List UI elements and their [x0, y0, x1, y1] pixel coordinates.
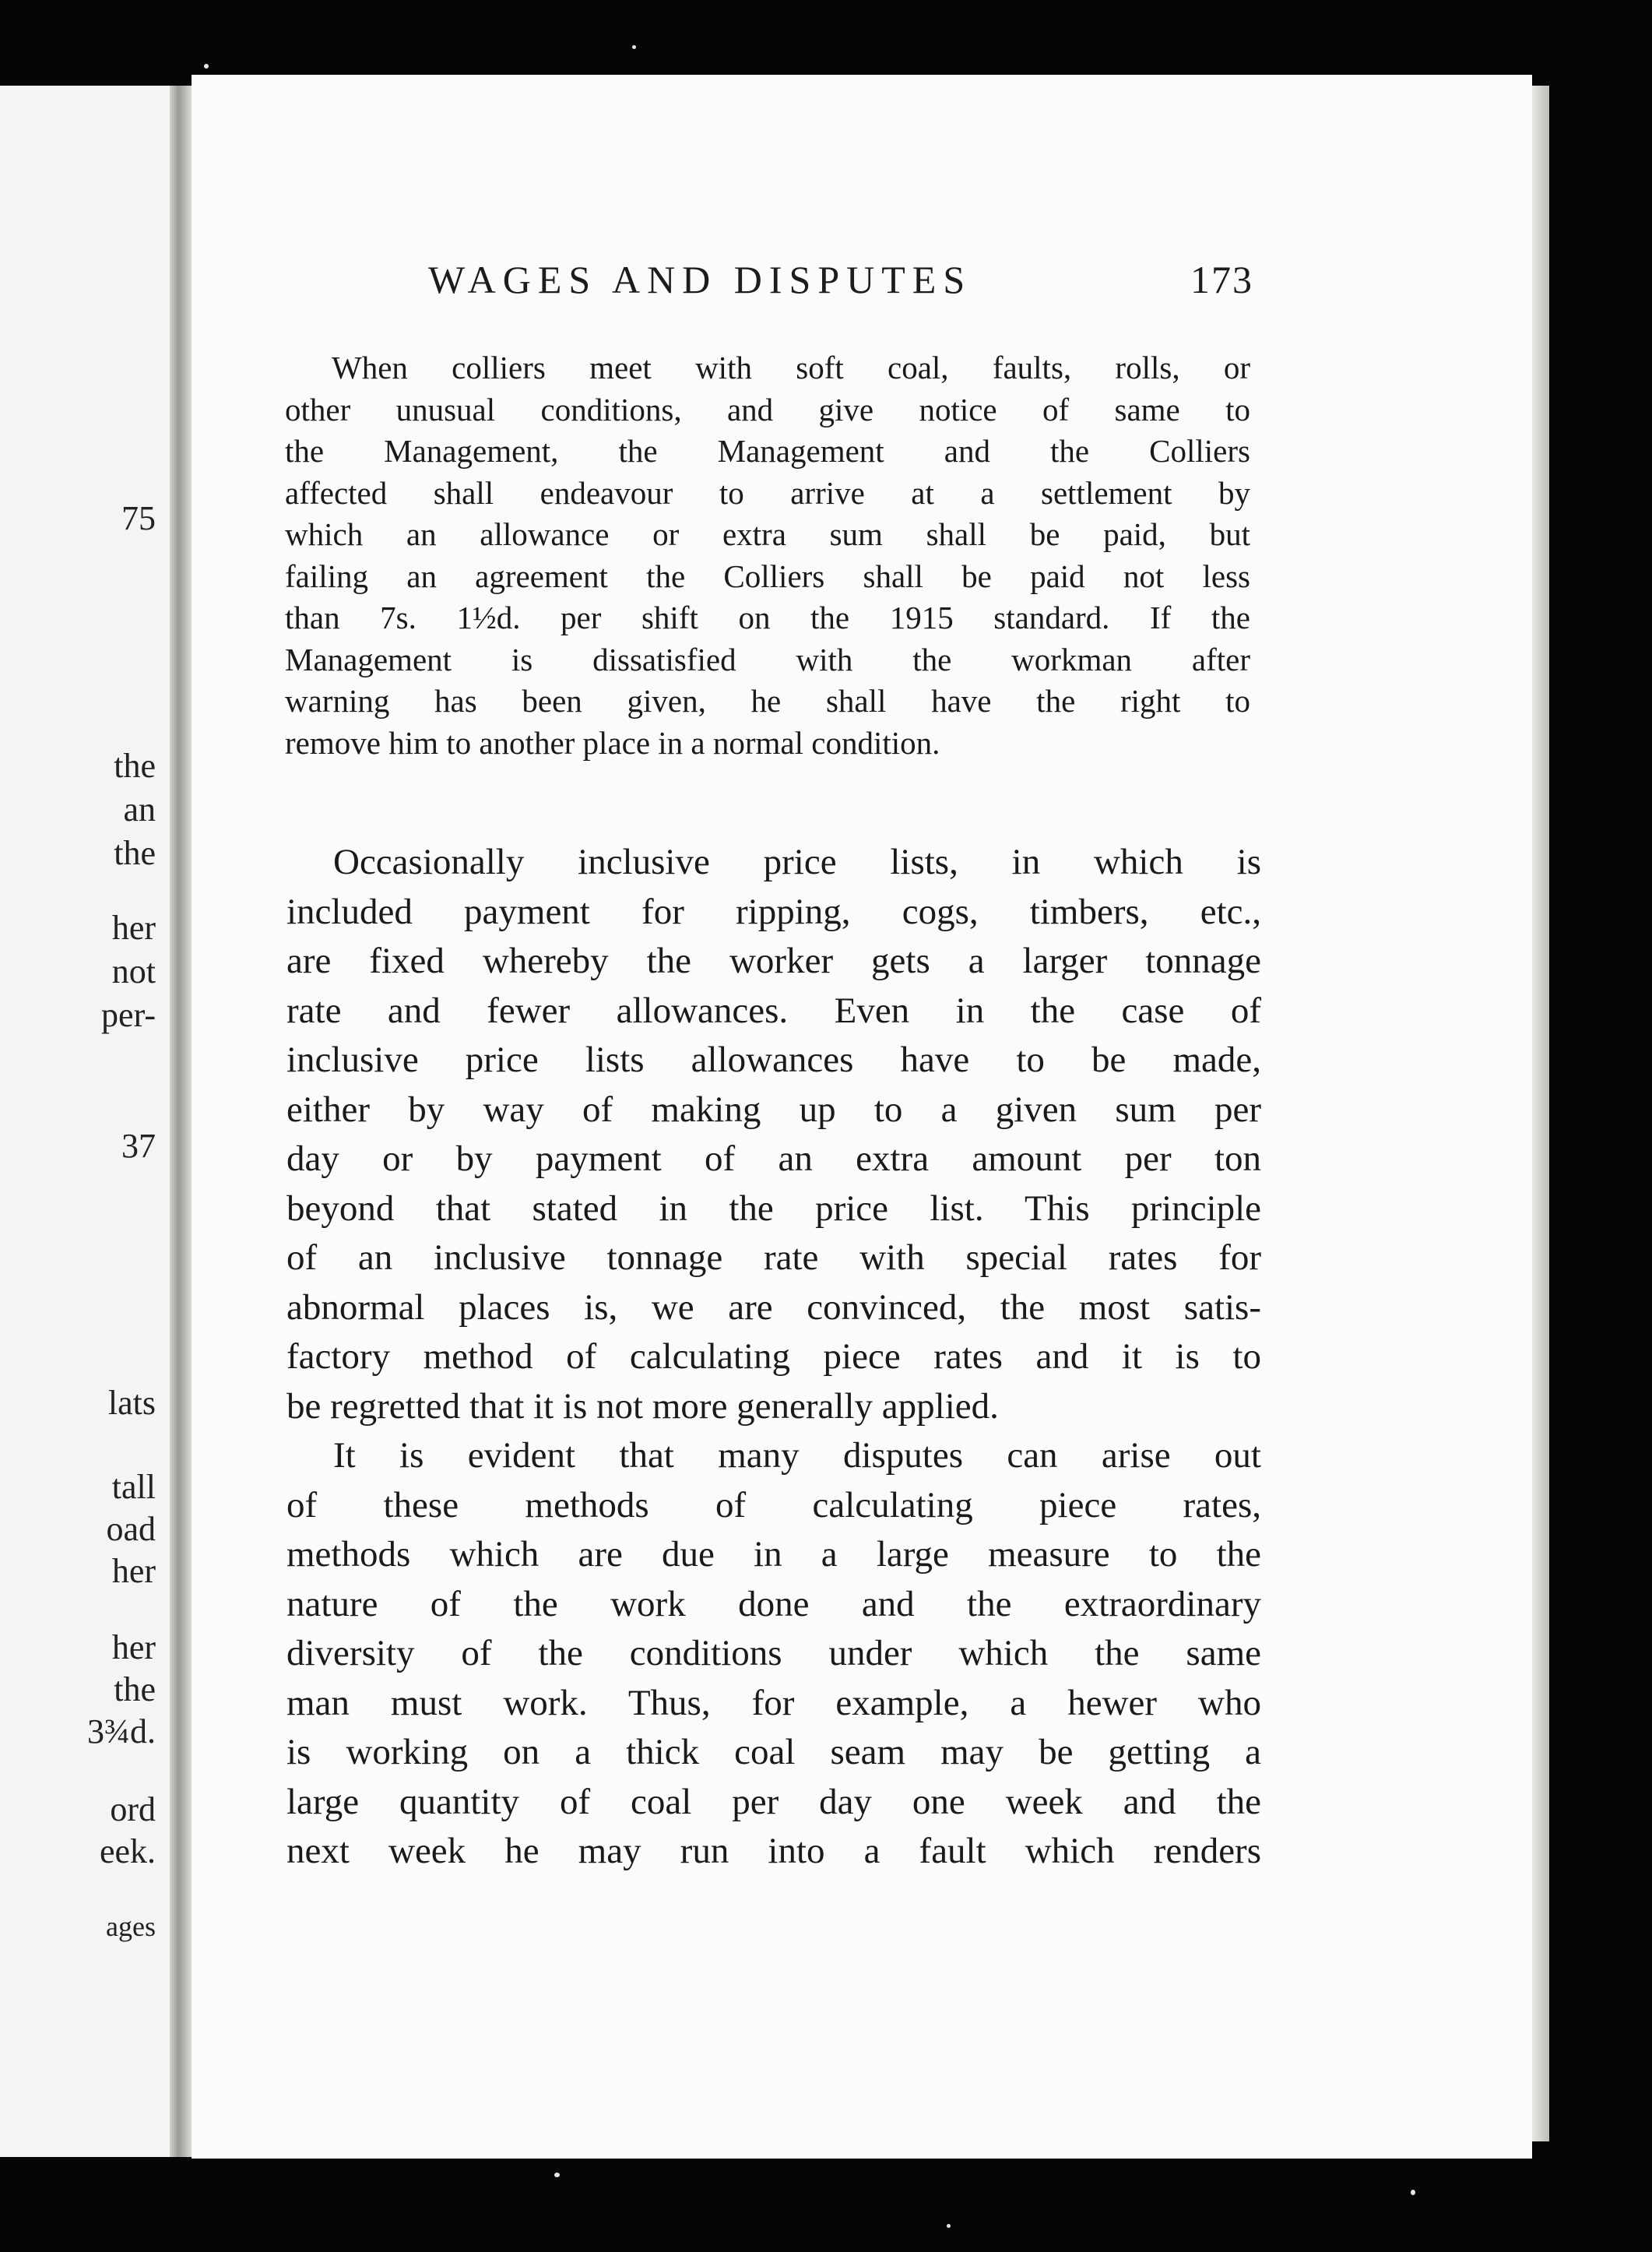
body-line: inclusive price lists allowances have to be made,: [286, 1040, 1261, 1080]
scan-speck: [947, 2224, 951, 2228]
facing-page-text: 75: [121, 499, 156, 537]
header-title: WAGES AND DISPUTES: [428, 258, 972, 301]
facing-page-text: the: [114, 747, 156, 785]
quote-line: other unusual conditions, and give notice of same to: [285, 391, 1250, 428]
body-line: methods which are due in a large measure to the: [286, 1534, 1261, 1575]
paragraph: [286, 838, 1261, 1431]
body-line: either by way of making up to a given sum per: [286, 1089, 1261, 1130]
facing-page-text: ages: [106, 1911, 156, 1942]
facing-page-text: eek.: [99, 1832, 156, 1870]
scan-speck: [554, 2173, 560, 2177]
body-line: day or by payment of an extra amount per ton: [286, 1138, 1261, 1179]
body-line: is working on a thick coal seam may be getting a: [286, 1732, 1261, 1772]
quote-line: failing an agreement the Colliers shall be paid not less: [285, 558, 1250, 594]
quote-line: affected shall endeavour to arrive at a settlement by: [285, 474, 1250, 511]
body-line: of an inclusive tonnage rate with special rates for: [286, 1237, 1261, 1278]
quote-line: remove him to another place in a normal condition.: [285, 724, 940, 761]
scan-speck: [1411, 2190, 1415, 2195]
facing-page-text: 37: [121, 1127, 156, 1165]
body-line: It is evident that many disputes can arise out: [333, 1435, 1261, 1476]
facing-page-text: the: [114, 834, 156, 872]
quote-line: warning has been given, he shall have the right to: [285, 683, 1250, 719]
body-line: abnormal places is, we are convinced, the most satis-: [286, 1286, 1261, 1328]
scan-speck: [632, 45, 636, 49]
body-text: [286, 838, 1261, 1877]
body-line: man must work. Thus, for example, a hewer who: [286, 1682, 1261, 1723]
paragraph: [286, 1431, 1261, 1877]
facing-page-text: lats: [107, 1384, 156, 1422]
facing-page-text: ord: [110, 1790, 156, 1828]
book-gutter: [170, 86, 192, 2157]
body-line: large quantity of coal per day one week and the: [286, 1781, 1261, 1822]
quote-line: Management is dissatisfied with the workman after: [285, 641, 1250, 677]
body-line: of these methods of calculating piece rates,: [286, 1484, 1261, 1525]
quote-line: which an allowance or extra sum shall be paid, but: [285, 516, 1250, 552]
body-line: included payment for ripping, cogs, timbers, etc.,: [286, 891, 1261, 932]
running-header: [428, 257, 1253, 311]
body-line: beyond that stated in the price list. This principle: [286, 1188, 1261, 1229]
facing-page-text: her: [111, 1552, 156, 1590]
facing-page-fragment: [0, 86, 170, 2157]
facing-page-text: her: [111, 909, 156, 947]
quote-line: When colliers meet with soft coal, faults, rolls, or: [332, 350, 1250, 385]
body-line: are fixed whereby the worker gets a larger tonnage: [286, 941, 1261, 981]
quote-line: the Management, the Management and the Colliers: [285, 433, 1250, 469]
body-line: nature of the work done and the extraordinary: [286, 1583, 1261, 1624]
quoted-agreement-block: [285, 347, 1250, 764]
page-number: 173: [1190, 258, 1253, 301]
facing-page-text: oad: [106, 1510, 156, 1548]
body-line: diversity of the conditions under which the same: [286, 1633, 1261, 1673]
facing-page-text: per-: [101, 996, 156, 1034]
body-line: next week he may run into a fault which renders: [286, 1831, 1261, 1871]
body-line: rate and fewer allowances. Even in the case of: [286, 990, 1261, 1031]
facing-page-text: an: [123, 790, 156, 829]
facing-page-text: her: [111, 1628, 156, 1666]
body-line: Occasionally inclusive price lists, in which is: [333, 842, 1261, 882]
facing-page-text: tall: [111, 1468, 156, 1506]
facing-page-text: the: [114, 1670, 156, 1708]
facing-page-text: not: [111, 952, 156, 991]
page-edge: [1532, 86, 1549, 2141]
facing-page-text: 3¾d.: [87, 1712, 156, 1751]
quote-line: than 7s. 1½d. per shift on the 1915 standard. If the: [285, 600, 1250, 635]
body-line: be regretted that it is not more generally applied.: [286, 1385, 999, 1427]
scan-speck: [204, 64, 209, 69]
body-line: factory method of calculating piece rates and it is to: [286, 1336, 1261, 1377]
